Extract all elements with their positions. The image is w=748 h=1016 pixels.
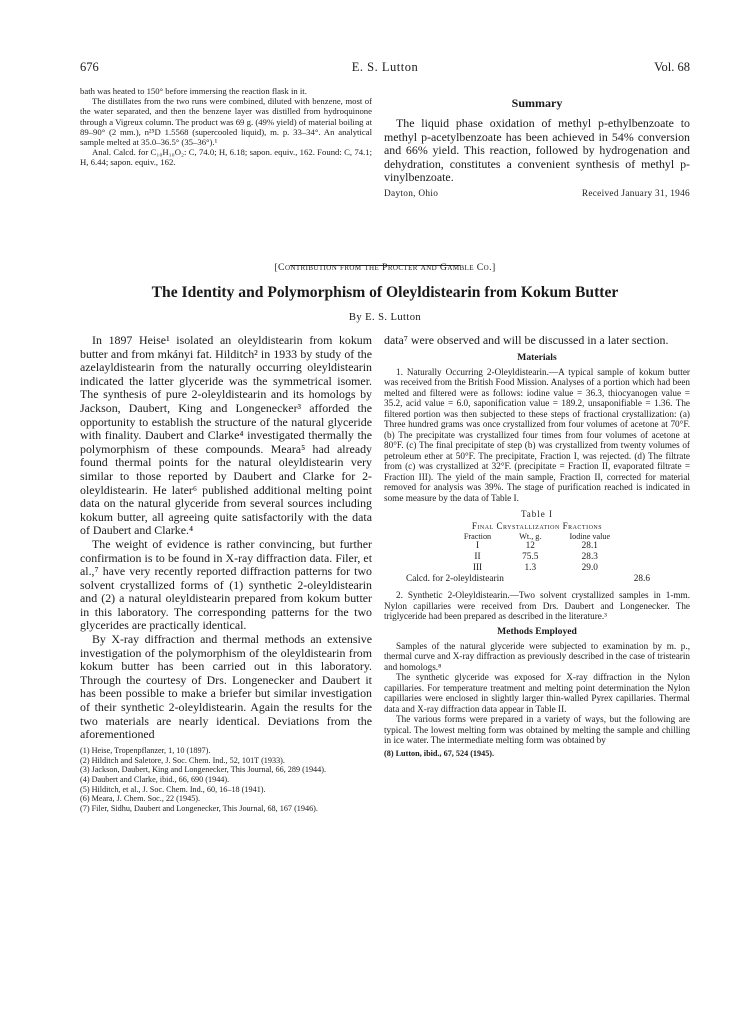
table-title: Final Crystallization Fractions xyxy=(471,521,603,532)
affiliation-line xyxy=(384,189,690,199)
body-paragraph: The distillates from the two runs were combined, diluted with benzene, most of the water separated, and then the benzene layer was distilled from hydroquinone through a Vigreux column. The product was 69 g. (49% yield) of material boiling at 89–90° (2 mm.), n²⁵D 1.5568 (supercooled liquid), m. p. 33–34°. An analytical sample melted at 35.0–36.5° (35–36°).¹ xyxy=(80,96,372,148)
table-cell: 1.3 xyxy=(524,563,537,574)
running-header xyxy=(80,60,690,78)
table-calc-row xyxy=(384,574,690,584)
body-paragraph: data⁷ were observed and will be discussed in a later section. xyxy=(384,333,669,347)
footnotes xyxy=(80,746,372,814)
body-paragraph: In 1897 Heise¹ isolated an oleyldistearin from kokum butter and from mkányi fat. Hilditch² in 1933 by study of the azelayldistearin from the naturally occurring oleyldistearin indicated the latter glyceride was the symmetrical isomer. The synthesis of pure 2-oleyldistearin and its homologs by Jackson, Daubert, King and Longenecker³ afforded the opportunity to establish the structure of the natural glyceride with finality. Daubert and Clarke⁴ investigated thermally the polymorphism of these compounds. Meara⁵ had already found thermal points for the natural oleyldistearin very similar to those reported by Daubert and Clarke for 2-oleyldistearin. He later⁶ published additional melting point data on the natural glyceride from several sources including kokum butter, all agreeing quite satisfactorily with the data of Daubert and Clarke.⁴ xyxy=(80,333,372,538)
column-header: Wt., g. xyxy=(519,532,542,542)
materials-paragraph: 2. Synthetic 2-Oleyldistearin.—Two solvent crystallized samples in 1-mm. Nylon capillaries were received from Drs. Daubert and Longenecker. The triglyceride had been prepared as described in the literature.³ xyxy=(384,590,690,622)
methods-paragraph: The various forms were prepared in a variety of ways, but the following are typical. The lowest melting form was obtained by melting the sample and chilling in ice water. The intermediate melting form was obtained by xyxy=(384,714,690,746)
column-header: Fraction xyxy=(463,532,492,542)
footnote: (7) Filer, Sidhu, Daubert and Longenecker, This Journal, 68, 167 (1946). xyxy=(80,804,318,814)
summary-text: The liquid phase oxidation of methyl p-ethylbenzoate to methyl p-acetylbenzoate has been achieved in 54% conversion and 66% yield. This reaction, followed by hydrogenation and dehydration, constitutes a convenient synthesis of methyl p-vinylbenzoate. xyxy=(384,116,690,185)
footnote: (5) Hilditch, et al., J. Soc. Chem. Ind., 60, 16–18 (1941). xyxy=(80,784,266,794)
methods-paragraph: The synthetic glyceride was exposed for X-ray diffraction in the Nylon capillaries. For temperature treatment and melting point determination the Nylon capillaries were enclosed in slightly larger thin-walled Pyrex capillaries. Thermal data and X-ray diffraction data appear in Table II. xyxy=(384,672,690,714)
footnote: (2) Hilditch and Saletore, J. Soc. Chem. Ind., 52, 101T (1933). xyxy=(80,755,285,765)
column-header: Iodine value xyxy=(569,532,611,542)
body-paragraph: The weight of evidence is rather convincing, but further confirmation is to be found in X-ray diffraction data. Filer, et al.,⁷ have very recently reported diffraction patterns for two solvent crystallized forms of (1) synthetic 2-oleyldistearin and (2) a natural oleyldistearin prepared from kokum butter in this laboratory. The corresponding patterns for the two glycerides are practically identical. xyxy=(80,536,372,633)
previous-article-experimental xyxy=(80,86,372,168)
footnote: (3) Jackson, Daubert, King and Longenecker, This Journal, 66, 289 (1944). xyxy=(80,765,326,775)
table-row xyxy=(450,552,624,563)
running-author: E. S. Lutton xyxy=(351,60,419,74)
table-cell: I xyxy=(475,541,480,552)
table-cell: 12 xyxy=(525,541,535,552)
contribution-line: [Contribution from the Procter and Gamble Co.] xyxy=(274,262,496,273)
left-column xyxy=(80,334,372,814)
table-header-row xyxy=(450,531,624,541)
table-cell: II xyxy=(474,552,481,563)
methods-paragraph: Samples of the natural glyceride were subjected to examination by m. p., thermal curve and X-ray diffraction as previously described in the case of tristearin and homologs.⁸ xyxy=(384,640,690,672)
body-paragraph: By X-ray diffraction and thermal methods an extensive investigation of the polymorphism of the oleyldistearin from kokum butter has been carried out in this laboratory. Through the courtesy of Drs. Longenecker and Daubert it has been possible to make a briefer but similar investigation of their synthetic 2-oleyldistearin. Again the results for the two materials are nearly identical. Deviations from the aforementioned xyxy=(80,632,372,742)
table-cell: 28.3 xyxy=(581,552,598,563)
analysis-paragraph: Anal. Calcd. for C₁₀H₁₀O₂: C, 74.0; H, 6.18; sapon. equiv., 162. Found: C, 74.1; H, 6.44; sapon. equiv., 162. xyxy=(80,147,372,168)
footnote: (6) Meara, J. Chem. Soc., 22 (1945). xyxy=(80,794,201,804)
table-caption: Table I xyxy=(520,509,554,520)
table-cell: III xyxy=(472,563,483,574)
table-cell: 28.1 xyxy=(581,541,598,552)
table-row xyxy=(450,541,624,552)
materials-heading: Materials xyxy=(517,351,557,363)
table-row xyxy=(450,563,624,574)
materials-paragraph: 1. Naturally Occurring 2-Oleyldistearin.—A typical sample of kokum butter was received from the British Food Mission. Analyses of a portion which had been melted and filtered were as follows: iodine value = 36.3, thiocyanogen value = 35.2, acid value = 6.0, saponification value = 189.2, unsaponifiable = 1.36. The filtered portion was then subjected to these steps of fractional crystallization: (a) Three hundred grams was once crystallized from four volumes of acetone at 70°F. (b) The precipitate was crystallized four times from four volumes of acetone at 80°F. (c) The final precipitate of step (b) was crystallized from twenty volumes of petroleum ether at 50°F. The precipitate, Fraction I, was rejected. (d) The filtrate from (c) was crystallized at 32°F. (precipitate = Fraction II, evaporated filtrate = Fraction III). The yield of the main sample, Fraction II, corrected for material removed for analysis was 39%. The stage of purification reached is indicated in some measure by the data of Table I. xyxy=(384,366,690,503)
summary-heading: Summary xyxy=(511,96,563,110)
volume-label: Vol. 68 xyxy=(654,60,690,74)
byline: By E. S. Lutton xyxy=(348,312,422,323)
page-number: 676 xyxy=(80,60,99,74)
footnote: (4) Daubert and Clarke, ibid., 66, 690 (1944). xyxy=(80,774,230,784)
body-paragraph: bath was heated to 150° before immersing the reaction flask in it. xyxy=(80,86,307,96)
calc-value: 28.6 xyxy=(633,574,650,585)
table-cell: 29.0 xyxy=(581,563,598,574)
calc-label: Calcd. for 2-oleyldistearin xyxy=(406,574,504,585)
article-title: The Identity and Polymorphism of Oleyldistearin from Kokum Butter xyxy=(151,284,619,301)
received-date: Received January 31, 1946 xyxy=(581,188,690,199)
footnote: (1) Heise, Tropenpflanzer, 1, 10 (1897). xyxy=(80,745,211,755)
footnote: (8) Lutton, ibid., 67, 524 (1945). xyxy=(384,748,495,758)
fractions-table xyxy=(450,531,624,574)
right-column xyxy=(384,334,690,758)
methods-heading: Methods Employed xyxy=(497,625,577,637)
previous-article-summary xyxy=(384,96,690,199)
table-cell: 75.5 xyxy=(522,552,539,563)
location: Dayton, Ohio xyxy=(384,188,439,199)
